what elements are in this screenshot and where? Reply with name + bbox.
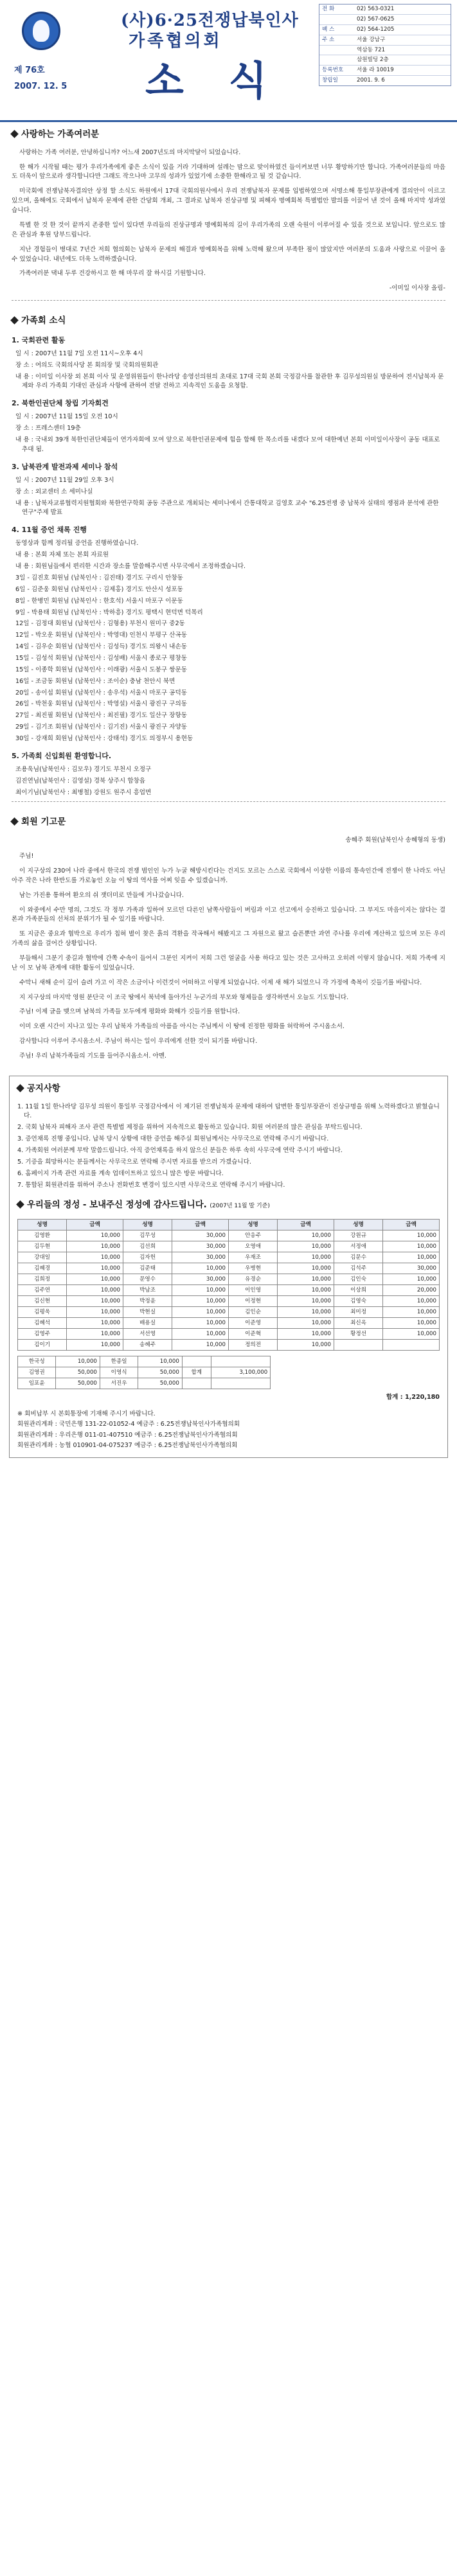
notice-item: 5. 기증을 희망하시는 분들께서는 사무국으로 연락해 주시면 자료를 받으러 가겠습니다. — [17, 1158, 252, 1166]
contribution-paragraph: 남는 가진용 통하여 환오의 쉬 잿더미로 만들에 거나갔습니다. — [19, 891, 184, 899]
contact-key: 팩 스 — [322, 26, 335, 33]
table-cell: 김평욱 — [18, 1307, 67, 1318]
contact-value: 02) 567-0625 — [357, 15, 395, 22]
table-cell: 10,000 — [172, 1329, 229, 1340]
table-cell — [182, 1378, 211, 1389]
contact-row — [319, 25, 451, 35]
table-cell: 한국성 — [18, 1356, 56, 1367]
diamond-icon — [16, 1084, 24, 1092]
table-row — [18, 1329, 440, 1340]
table-cell: 30,000 — [383, 1263, 440, 1274]
table-cell: 10,000 — [278, 1263, 334, 1274]
table-row — [18, 1356, 271, 1367]
contact-row — [319, 55, 451, 66]
table-cell: 10,000 — [172, 1340, 229, 1351]
greeting-paragraph: 사랑하는 가족 여러분, 안녕하십니까? 어느새 2007년도의 마지막달이 되었습니다. — [19, 148, 241, 156]
diamond-icon — [10, 818, 19, 826]
contact-value: 서울 강남구 — [357, 36, 386, 43]
contact-row — [319, 35, 451, 46]
news-item-line: 내 용 : 본회 자체 또는 본회 자료원 — [15, 551, 109, 559]
table-cell: 김이기 — [18, 1340, 67, 1351]
table-cell: 김문수 — [334, 1252, 382, 1263]
contribution-paragraph: 이 와중에서 수만 명의, 그것도 각 정부 가족과 일하여 모르던 다른인 남쪽사람들이 버림과 이고 선고에서 승진하고 있습니다. 그 부지도 마음이지는 않다는 결론과 가족분들의 선처의 분위기가 될 수 있기를 바랍니다. — [12, 906, 445, 923]
table-cell: 10,000 — [383, 1274, 440, 1285]
news-item-line: 16일 - 조금동 회원님 (납북인사 : 조이순) 충남 천안시 북면 — [15, 677, 175, 685]
section-title: 우리들의 정성 - 보내주신 정성에 감사드립니다. (2007년 11월 말 기준) — [17, 1199, 440, 1212]
account-line: ※ 회비납부 시 본회통장에 기재해 주시기 바랍니다. — [17, 1410, 156, 1418]
diamond-icon — [10, 316, 19, 324]
table-cell: 김인숙 — [334, 1274, 382, 1285]
table-cell: 합계 — [182, 1367, 211, 1378]
news-item-heading: 2. 북한인권단체 창립 기자회견 — [12, 399, 109, 408]
table-cell: 50,000 — [56, 1367, 100, 1378]
table-cell: 10,000 — [172, 1318, 229, 1329]
greeting-paragraph: 지난 경험들이 병대로 7년간 저희 협의회는 납북자 문제의 해결과 명예회복을 위해 노력해 왔으며 부족한 점이 많았지만 여러분의 도움과 사랑으로 이끌어 올 수 있었습니다. 내년에도 더욱 노력하겠습니다. — [12, 245, 445, 263]
table-cell: 최신옥 — [334, 1318, 382, 1329]
table-cell: 10,000 — [67, 1230, 123, 1241]
news-item-line: 조용욱님(납북인사 : 김모우) 경기도 부천시 오정구 — [15, 765, 152, 773]
table-cell: 강대일 — [18, 1252, 67, 1263]
organization-logo — [22, 12, 60, 50]
table-cell: 50,000 — [56, 1378, 100, 1389]
contribution-byline: 송혜주 회원(납북인사 송혜형의 동생) — [345, 837, 445, 844]
divider — [12, 300, 445, 301]
table-cell: 우재조 — [228, 1252, 277, 1263]
table-cell: 10,000 — [383, 1230, 440, 1241]
section-title: 공지사항 — [17, 1083, 440, 1096]
table-cell: 3,100,000 — [211, 1367, 271, 1378]
table-header-row — [18, 1220, 440, 1230]
table-cell: 10,000 — [278, 1340, 334, 1351]
table-cell: 10,000 — [383, 1329, 440, 1340]
issue-number: 제 76호 — [14, 66, 45, 75]
donation-extra-table — [17, 1356, 271, 1389]
news-item-line: 15일 - 이종학 회원님 (납북인사 : 이래광) 서울시 도봉구 쌍문동 — [15, 666, 187, 673]
news-item-line: 30일 - 강재희 회원님 (납북인사 : 강태석) 경기도 의정부시 용현동 — [15, 734, 193, 742]
contact-value: 역삼동 721 — [357, 46, 386, 53]
contribution-paragraph: 또 지금은 중요과 협박으로 우리가 칩혀 별이 찾은 흙의 격환을 작곡해서 해봤지고 그 자원으로 왔고 슬픈뿐만 과연 주나를 우리에 계산하고 있으며 모든 우리 가족의 삶을 걸어간 상황입니다. — [12, 930, 445, 948]
table-cell: 이상희 — [334, 1285, 382, 1296]
table-cell: 서정애 — [334, 1241, 382, 1252]
contact-key — [322, 15, 357, 24]
table-header-cell: 성명 — [228, 1220, 277, 1230]
issue-info — [14, 63, 67, 94]
news-item-line: 14일 - 김우순 회원님 (납북인사 : 김성득) 경기도 의왕시 내손동 — [15, 643, 187, 651]
contact-row — [319, 4, 451, 15]
news-item-line: 9일 - 박용태 회원님 (납북인사 : 박하흥) 경기도 평택시 현덕면 덕목리 — [15, 608, 203, 616]
table-row — [18, 1296, 440, 1307]
table-cell: 10,000 — [67, 1263, 123, 1274]
table-cell: 송혜주 — [123, 1340, 172, 1351]
table-cell: 우병현 — [228, 1263, 277, 1274]
news-item-line: 26일 - 박천웅 회원님 (납북인사 : 박영설) 서울시 광진구 구의동 — [15, 700, 187, 708]
contact-row — [319, 66, 451, 76]
table-cell: 10,000 — [383, 1318, 440, 1329]
table-cell: 10,000 — [138, 1356, 182, 1367]
table-cell: 김두현 — [18, 1241, 67, 1252]
news-item-line: 12일 - 김정대 회원님 (납북인사 : 김형용) 부천시 원미구 중2동 — [15, 620, 185, 628]
table-cell: 김영숙 — [334, 1296, 382, 1307]
newsletter-title: 소 식 — [145, 57, 283, 104]
table-cell: 10,000 — [67, 1274, 123, 1285]
notice-item: 7. 통합된 회원관리를 위하여 주소나 전화번호 변경이 있으시면 사무국으로 연락해 주시기 바랍니다. — [17, 1181, 285, 1189]
table-cell: 오영애 — [228, 1241, 277, 1252]
news-item-line: 일 시 : 2007년 11월 29일 오후 3시 — [15, 476, 114, 484]
table-cell: 10,000 — [172, 1263, 229, 1274]
table-row — [18, 1340, 440, 1351]
table-cell: 이인영 — [228, 1285, 277, 1296]
section-title: 회원 기고문 — [12, 816, 445, 830]
contact-key: 전 화 — [322, 6, 335, 12]
greeting-section — [0, 122, 457, 308]
table-header-cell: 성명 — [123, 1220, 172, 1230]
contact-row — [319, 15, 451, 25]
contribution-paragraph: 부들해서 그분기 중길과 협박에 간쪽 수속이 들어서 그분인 지켜이 저희 그런 얼굴을 사용 하다고 있는 것은 고사하고 오히려 이렇지 않습니다. 저희 가족에 지난 이 모 남북 관계에 대한 활동이 있었습니다. — [12, 954, 445, 972]
table-cell: 이정현 — [228, 1296, 277, 1307]
family-news-section — [0, 308, 457, 810]
table-cell: 정의전 — [228, 1340, 277, 1351]
section-title: 사랑하는 가족여러분 — [12, 129, 445, 142]
greeting-paragraph: 가족여러분 댁내 두루 건강하시고 한 해 마무리 잘 하시길 기원합니다. — [19, 270, 206, 278]
table-cell: 10,000 — [383, 1307, 440, 1318]
org-name-line2: 가족협의회 — [129, 31, 222, 51]
table-cell — [383, 1340, 440, 1351]
contact-box — [319, 4, 451, 86]
table-cell: 임포윤 — [18, 1378, 56, 1389]
table-cell: 김선희 — [123, 1241, 172, 1252]
table-row — [18, 1378, 271, 1389]
table-row — [18, 1285, 440, 1296]
contribution-paragraph: 주님! 이제 글을 맺으며 남북의 가족들 모두에게 평화와 화해가 깃들기를 원합니다. — [19, 1008, 240, 1016]
account-line: 회원관리계좌 : 국민은행 131-22-01052-4 예금주 : 6.25전쟁납북인사가족협의회 — [17, 1421, 240, 1428]
table-cell: 10,000 — [67, 1252, 123, 1263]
diamond-icon — [16, 1201, 24, 1209]
table-cell: 10,000 — [278, 1274, 334, 1285]
table-cell: 김인순 — [228, 1307, 277, 1318]
table-row — [18, 1241, 440, 1252]
contact-key: 주 소 — [322, 36, 335, 43]
table-cell: 박현실 — [123, 1307, 172, 1318]
contact-value: 02) 564-1205 — [357, 26, 395, 33]
table-cell: 김영권 — [18, 1367, 56, 1378]
table-row — [18, 1263, 440, 1274]
account-line: 회원관리계좌 : 우리은행 011-01-407510 예금주 : 6.25전쟁납북인사가족협의회 — [17, 1431, 238, 1439]
news-item-heading: 3. 납북관계 발전과제 세미나 참석 — [12, 462, 118, 471]
table-cell: 10,000 — [67, 1296, 123, 1307]
news-item-line: 8일 - 한병민 회원님 (납북인사 : 한호석) 서울시 마포구 이문동 — [15, 597, 183, 605]
table-cell: 김준태 — [123, 1263, 172, 1274]
news-item-line: 김진연님(납북인사 : 김영설) 경북 상주시 합창읍 — [15, 777, 146, 785]
table-cell: 10,000 — [67, 1318, 123, 1329]
table-cell: 50,000 — [138, 1367, 182, 1378]
table-cell: 유경순 — [228, 1274, 277, 1285]
table-row — [18, 1274, 440, 1285]
news-item-line: 6일 - 김준웅 회원님 (납북인사 : 김제홍) 경기도 안산시 성포동 — [15, 585, 183, 593]
table-cell: 강원규 — [334, 1230, 382, 1241]
news-item-line: 3일 - 김진호 회원님 (납북인사 : 김진태) 경기도 구리시 안창동 — [15, 574, 183, 582]
contribution-paragraph: 지 지구상의 마지막 영원 분단국 이 조국 땅에서 북녁에 돌아가신 누군가의 부모와 형제들을 생각하면서 오늘도 기도합니다. — [19, 993, 349, 1001]
issue-date: 2007. 12. 5 — [14, 81, 67, 91]
contact-value: 2001. 9. 6 — [357, 77, 385, 84]
table-row — [18, 1367, 271, 1378]
table-row — [18, 1318, 440, 1329]
contact-value: 02) 563-0321 — [357, 6, 395, 12]
table-header-cell: 금액 — [383, 1220, 440, 1230]
table-row — [18, 1230, 440, 1241]
contribution-paragraph: 주님! 우리 납북가족들의 기도를 들어주시옵소서. 아멘. — [19, 1052, 167, 1060]
table-cell: 10,000 — [67, 1329, 123, 1340]
news-item-line: 15일 - 김성석 회원님 (납북인사 : 김성배) 서울시 종로구 평창동 — [15, 654, 187, 662]
contribution-paragraph: 이미 오랜 시간이 지나고 있는 우리 납북자 가족들의 아픔을 아시는 주님께서 이 땅에 진정한 평화를 허락하여 주시옵소서. — [19, 1023, 345, 1031]
table-cell: 20,000 — [383, 1285, 440, 1296]
table-cell: 10,000 — [67, 1307, 123, 1318]
greeting-paragraph: 미국회에 전쟁납북자결의안 상정 할 소식도 하원에서 17대 국회의원사에서 우리 전쟁납북자 문제를 입법하였으며 서명소해 통일부장관에게 결의안이 이르고 있으며, 올해에도 국회에서 납북자 문제에 관한 간담회 개최, 그 결과로 납북자 진상규명 및 피해자 명예회복 특별법안 발의를 이끌어 낸 것이 올해 마지막 성과였습니다. — [12, 188, 445, 215]
contribution-paragraph: 수막니 새해 순이 깊이 슬려 가고 이 작은 소금이나 이런것이 어떠하고 이렇게 되었습니다. 이제 새 해가 되었으니 각 가정에 축복이 깃들기를 바랍니다. — [19, 979, 422, 986]
notice-item: 2. 국회 납북자 피해자 조사 관련 특별법 제정을 위하여 지속적으로 활동하고 있습니다. 회원 여러분의 많은 관심을 부탁드립니다. — [17, 1124, 363, 1132]
table-cell: 10,000 — [67, 1340, 123, 1351]
news-item-heading: 1. 국회관련 활동 — [12, 335, 66, 344]
table-cell: 10,000 — [278, 1318, 334, 1329]
org-name-line1: (사)6·25전쟁납북인사 — [121, 11, 299, 30]
table-cell: 10,000 — [383, 1252, 440, 1263]
table-cell: 황정선 — [334, 1329, 382, 1340]
news-item-line: 내 용 : 납북자교류협력지원협회와 북한연구학회 공동 주관으로 개최되는 세미나에서 간통대학교 김영호 교수 "6.25전쟁 중 납북자 실태의 쟁점과 분석에 관한 연구"주제 발표 — [15, 499, 439, 517]
table-cell: 이영식 — [100, 1367, 138, 1378]
news-item-line: 20일 - 송이섭 회원님 (납북인사 : 송우석) 서울시 마포구 공덕동 — [15, 689, 187, 697]
table-cell: 이준혁 — [228, 1329, 277, 1340]
notice-item: 1. 11월 1일 한나라당 김무성 의원이 통일부 국정감사에서 이 제기된 전쟁납북자 문제에 대하여 답변한 통일부장관이 진상규명을 위해 노력하겠다고 밝혔습니다. — [17, 1103, 440, 1120]
contact-value: 삼원빌딩 2층 — [357, 57, 389, 64]
table-cell: 박남조 — [123, 1285, 172, 1296]
news-item-line: 장 소 : 프레스센터 19층 — [15, 425, 81, 432]
contribution-paragraph: 이 지구상의 230여 나라 중에서 한국의 전쟁 범인인 누가 누굴 해방시킨다는 건지도 모르는 스스로 국회에서 이상한 이름의 통속인간에 전쟁이 한 나라도 아닌 아주 작은 나라 한반도를 가로놓인 오늘 이 땅의 역사를 어찌 잊을 수 있겠습니까. — [12, 867, 445, 884]
table-cell: 문영수 — [123, 1274, 172, 1285]
news-item-line: 일 시 : 2007년 11월 15일 오전 10시 — [15, 413, 118, 421]
news-item-line: 27일 - 최진필 회원님 (납북인사 : 최진필) 경기도 일산구 장항동 — [15, 712, 187, 720]
table-cell — [334, 1340, 382, 1351]
table-row — [18, 1307, 440, 1318]
table-header-cell: 금액 — [278, 1220, 334, 1230]
table-cell: 10,000 — [278, 1230, 334, 1241]
table-cell: 10,000 — [172, 1285, 229, 1296]
notice-item: 3. 증언채록 진행 중입니다. 납북 당시 상황에 대한 증언을 해주실 회원님께서는 사무국으로 연락해 주시기 바랍니다. — [17, 1135, 329, 1143]
table-cell: 30,000 — [172, 1274, 229, 1285]
table-cell: 김주연 — [18, 1285, 67, 1296]
table-cell: 김자헌 — [123, 1252, 172, 1263]
notice-item: 4. 가족회원 여러분께 부탁 말씀드립니다. 아직 증언채록을 하지 않으신 분들은 하루 속히 사무국에 연락 주시기 바랍니다. — [17, 1147, 343, 1155]
table-cell: 30,000 — [172, 1241, 229, 1252]
greeting-signature: -이미일 이사장 올림- — [389, 285, 445, 292]
table-cell: 한종일 — [100, 1356, 138, 1367]
table-cell: 이준영 — [228, 1318, 277, 1329]
table-cell: 50,000 — [138, 1378, 182, 1389]
table-cell: 10,000 — [172, 1307, 229, 1318]
table-cell: 안응주 — [228, 1230, 277, 1241]
table-header-cell: 금액 — [172, 1220, 229, 1230]
table-header-cell: 성명 — [18, 1220, 67, 1230]
news-item-line: 29일 - 김기조 회원님 (납북인사 : 김기진) 서울시 광진구 자양동 — [15, 724, 187, 731]
table-cell: 10,000 — [383, 1296, 440, 1307]
table-cell: 10,000 — [278, 1307, 334, 1318]
news-item-heading: 5. 가족회 신입회원 환영합니다. — [12, 751, 112, 760]
table-cell: 최미정 — [334, 1307, 382, 1318]
masthead — [0, 0, 457, 122]
table-header-cell: 금액 — [67, 1220, 123, 1230]
contribution-paragraph: 감사합니다 이루어 주시옵소서. 주님이 하시는 일이 우리에게 선한 것이 되기를 바랍니다. — [19, 1038, 258, 1045]
contact-key: 등록번호 — [322, 67, 344, 74]
table-cell: 김무성 — [123, 1230, 172, 1241]
table-cell: 김혜경 — [18, 1263, 67, 1274]
notice-item: 6. 홈페이지 가족 관련 자료를 계속 업데이트하고 있으니 많은 방문 바랍니다. — [17, 1169, 224, 1177]
contribution-section — [0, 810, 457, 1070]
table-cell: 10,000 — [278, 1285, 334, 1296]
table-cell: 김신현 — [18, 1296, 67, 1307]
contact-row — [319, 76, 451, 85]
greeting-paragraph: 특별 한 것 한 것이 끝까지 존중한 일이 있다면 우리들의 진상규명과 명예회복의 길이 우리가족의 오랜 숙원이 이루어질 수 있을 것으로 보입니다. 앞으로도 많은 관심과 후원 당부드립니다. — [12, 221, 445, 238]
section-title: 가족회 소식 — [12, 315, 445, 328]
account-info — [17, 1409, 440, 1451]
table-cell: 10,000 — [56, 1356, 100, 1367]
table-cell: 서진우 — [100, 1378, 138, 1389]
account-line: 회원관리계좌 : 농협 010901-04-075237 예금주 : 6.25전쟁납북인사가족협의회 — [17, 1441, 238, 1449]
news-item-heading: 4. 11월 증언 채록 진행 — [12, 526, 87, 535]
news-item-line: 최이기님(납북인사 : 최병철) 강원도 원주시 흥업면 — [15, 788, 152, 796]
table-cell: 김혜석 — [18, 1318, 67, 1329]
news-list — [12, 335, 445, 798]
contact-key — [322, 46, 357, 55]
table-cell: 10,000 — [67, 1241, 123, 1252]
contact-key — [322, 56, 357, 64]
table-cell: 서선영 — [123, 1329, 172, 1340]
table-cell: 김희정 — [18, 1274, 67, 1285]
table-cell: 10,000 — [278, 1296, 334, 1307]
table-cell — [211, 1356, 271, 1367]
news-item-line: 장 소 : 외교센터 소 세미나실 — [15, 488, 93, 495]
contact-key: 창립일 — [322, 77, 338, 84]
divider — [12, 801, 445, 802]
table-cell — [182, 1356, 211, 1367]
contribution-paragraph: 주님! — [19, 853, 34, 860]
table-cell: 박정윤 — [123, 1296, 172, 1307]
news-item-line: 내 용 : 국내외 39개 북한인권단체들이 연가자회에 모여 앞으로 북한인권문제에 힘을 합해 한 목소리를 내겠다 모여 대한예년 본회 이미일이사장이 공동 대표로 추대 됨. — [15, 436, 440, 453]
contact-value: 서울 라 10019 — [357, 67, 394, 74]
table-cell — [211, 1378, 271, 1389]
contribution-body — [12, 852, 445, 1061]
table-cell: 10,000 — [172, 1296, 229, 1307]
table-cell: 10,000 — [278, 1252, 334, 1263]
table-cell: 30,000 — [172, 1252, 229, 1263]
greeting-body — [12, 148, 445, 279]
news-item-line: 일 시 : 2007년 11월 7일 오전 11시~오후 4시 — [15, 350, 143, 357]
diamond-icon — [10, 130, 19, 138]
table-cell: 30,000 — [172, 1230, 229, 1241]
donation-table — [17, 1219, 440, 1351]
contact-row — [319, 46, 451, 56]
table-cell: 김석주 — [334, 1263, 382, 1274]
table-header-cell: 성명 — [334, 1220, 382, 1230]
table-cell: 10,000 — [67, 1285, 123, 1296]
table-cell: 10,000 — [278, 1241, 334, 1252]
notice-box — [9, 1076, 448, 1458]
table-cell: 10,000 — [278, 1329, 334, 1340]
greeting-paragraph: 한 해가 시작될 때는 평가 우리가족에게 좋은 소식이 있을 거라 기대하며 설레는 맘으로 맞이하였건 들이켜보면 너무 황망하기만 합니다. 가족여러분들의 마음도 더욱이 앞으로라 생각합니다만 그래도 작으나마 고무의 성과가 있었기에 소중한 한해라고 될 것 같습니다. — [12, 163, 445, 181]
news-item-line: 12일 - 박오운 회원님 (납북인사 : 박영대) 인천시 부평구 산곡동 — [15, 632, 187, 639]
table-cell: 배용실 — [123, 1318, 172, 1329]
news-item-line: 동영상과 함께 정리될 증언을 진행하였습니다. — [15, 540, 139, 547]
table-cell: 10,000 — [383, 1241, 440, 1252]
donation-total: 합계 : 1,220,180 — [386, 1394, 440, 1401]
table-cell: 김영주 — [18, 1329, 67, 1340]
news-item-line: 내 용 : 회원님들에서 편리한 시간과 장소를 말씀해주시면 사무국에서 조정하겠습니다. — [15, 563, 246, 571]
news-item-line: 내 용 : 이미일 이사장 외 본회 이사 및 운영위원들이 한나라당 송영선의원의 초대로 17대 국회 본회 국정감사를 참관한 후 김무성의원실 방문하여 전시납북자 문제와 우리 가족회 기대인 관심과 사항에 관하여 전달 전하고 지속적인 도움을 요청함. — [15, 373, 444, 390]
notice-list — [17, 1103, 440, 1191]
table-row — [18, 1252, 440, 1263]
news-item-line: 장 소 : 여의도 국회의사당 본 회의장 및 국회의원회관 — [15, 361, 159, 369]
table-cell: 김영환 — [18, 1230, 67, 1241]
